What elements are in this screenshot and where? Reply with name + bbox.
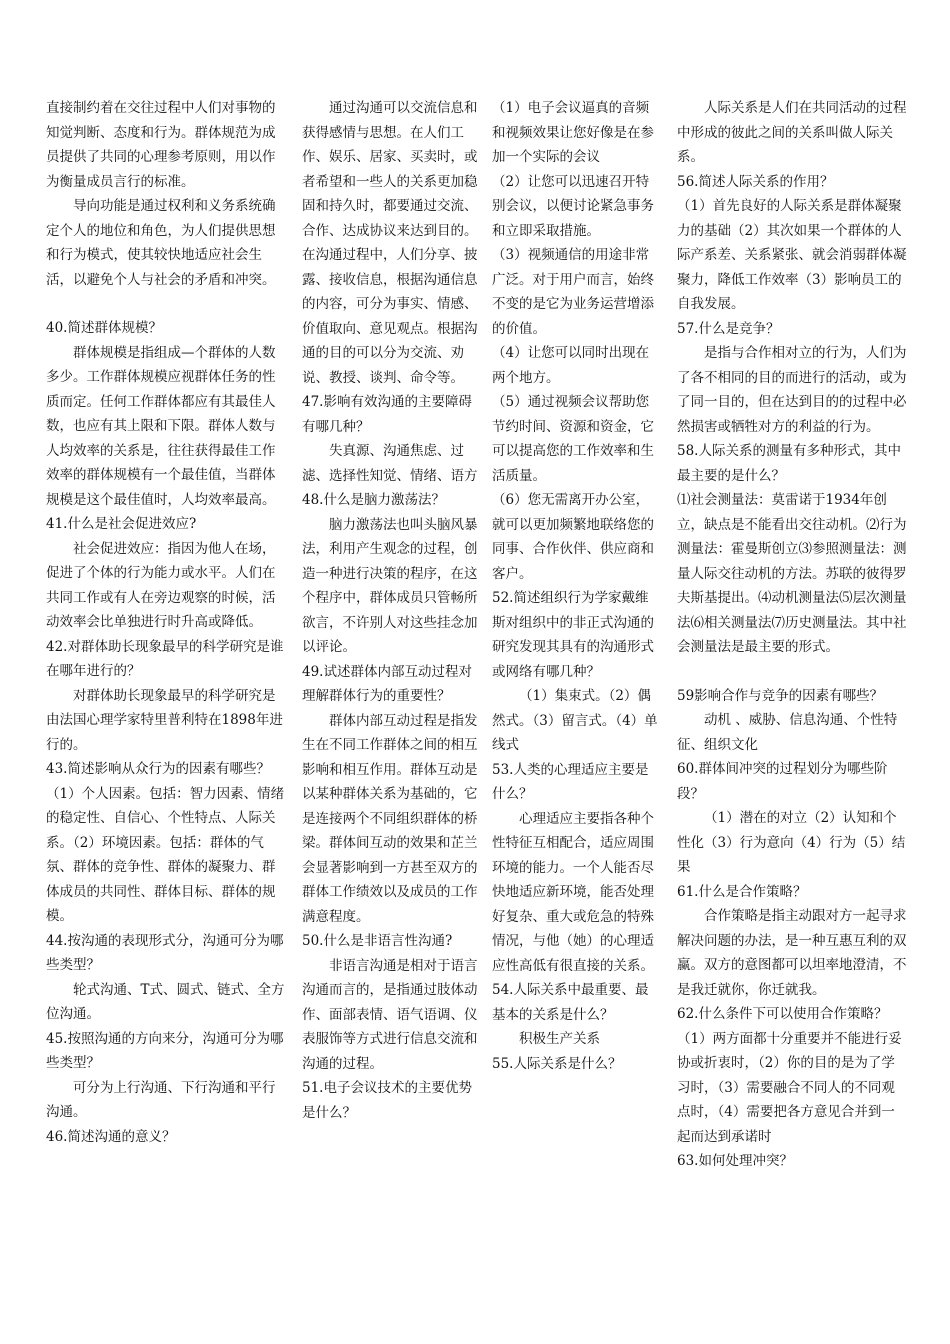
paragraph: 61.什么是合作策略？ <box>677 883 807 900</box>
paragraph: 60.群体间冲突的过程划分为哪些阶段？ <box>677 761 888 802</box>
text-column-3 <box>492 96 660 1076</box>
paragraph: 47.影响有效沟通的主要障碍有哪几种？ <box>302 394 472 435</box>
paragraph: 42.对群体助长现象最早的科学研究是谁在哪年进行的？ <box>46 638 284 679</box>
paragraph: 轮式沟通、T式、圆式、链式、全方位沟通。 <box>46 981 285 1022</box>
paragraph: 51.电子会议技术的主要优势是什么？ <box>302 1080 472 1121</box>
paragraph: 导向功能是通过权利和义务系统确定个人的地位和角色，为人们提供思想和行为模式，使其较快地适应社会生活，以避免个人与社会的矛盾和冲突。 <box>46 198 276 288</box>
paragraph: 脑力激荡法也叫头脑风暴法，利用产生观念的过程，创造一种进行决策的程序，在这个程序中，群体成员只管畅所欲言，不许别人对这些挂念加以评论。 <box>302 516 478 655</box>
paragraph: 45.按照沟通的方向来分，沟通可分为哪些类型？ <box>46 1030 284 1071</box>
paragraph: 44.按沟通的表现形式分，沟通可分为哪些类型？ <box>46 932 284 973</box>
paragraph: （1）集束式。（2）偶然式。（3）留言式。（4）单线式 <box>492 688 658 753</box>
paragraph: 对群体助长现象最早的科学研究是由法国心理学家特里普利特在1898年进行的。 <box>46 687 283 753</box>
paragraph: 59影响合作与竞争的因素有哪些？ <box>677 687 884 704</box>
paragraph: 63.如何处理冲突？ <box>677 1153 793 1169</box>
paragraph: 通过沟通可以交流信息和获得感情与思想。在人们工作、娱乐、居家、买卖时，或者希望和一些人的关系更加稳固和持久时，都要通过交流、合作、达成协议来达到目的。在沟通过程中，人们分享、披露、接收信息，根据沟通信息的内容，可分为事实、情感、价值取向、意见观点。根据沟通的目的可以分为交流、劝说、教授、谈判、命令等。 <box>302 100 478 386</box>
paragraph: （1）个人因素。包括：智力因素、情绪的稳定性、自信心、个性特点、人际关系。（2）环境因素。包括：群体的气氛、群体的竞争性、群体的凝聚力、群体成员的共同性、群体目标、群体的规模。 <box>46 785 285 924</box>
paragraph: （1）两方面都十分重要并不能进行妥协或折衷时，（2）你的目的是为了学习时，（3）需要融合不同人的不同观点时，（4）需要把各方意见合并到一起而达到承诺时 <box>677 1030 902 1145</box>
paragraph: 56.简述人际关系的作用？ <box>677 173 834 190</box>
text-column-1 <box>46 96 288 1149</box>
paragraph: 40.简述群体规模？ <box>46 320 162 336</box>
paragraph: 57.什么是竞争？ <box>677 320 780 337</box>
paragraph: 群体内部互动过程是指发生在不同工作群体之间的相互影响和相互作用。群体互动是以某种群体关系为基础的，它是连接两个不同组织群体的桥梁。群体间互动的效果和芷兰会显著影响到一方甚至双方的群体工作绩效以及成员的工作满意程度。 <box>302 712 478 925</box>
paragraph: 直接制约着在交往过程中人们对事物的知觉判断、态度和行为。群体规范为成员提供了共同的心理参考原则，用以作为衡量成员言行的标准。 <box>46 100 276 190</box>
paragraph: 62.什么条件下可以使用合作策略？ <box>677 1006 888 1022</box>
paragraph: 50.什么是非语言性沟通? <box>302 933 453 949</box>
paragraph: 积极生产关系 <box>519 1031 600 1047</box>
paragraph: （6）您无需离开办公室，就可以更加频繁地联络您的同事、合作伙伴、供应商和客户。 <box>492 492 654 582</box>
paragraph: 43.简述影响从众行为的因素有哪些？ <box>46 761 270 777</box>
paragraph: 58.人际关系的测量有多种形式，其中最主要的是什么？ <box>677 443 901 484</box>
paragraph: 失真源、沟通焦虑、过滤、选择性知觉、情绪、语方 <box>302 443 478 484</box>
paragraph: （3）视频通信的用途非常广泛。对于用户而言，始终不变的是它为业务运营增添的价值。 <box>492 247 654 337</box>
paragraph: 41.什么是社会促进效应? <box>46 516 197 532</box>
paragraph: 人际关系是人们在共同活动的过程中形成的彼此之间的关系叫做人际关系。 <box>677 100 907 165</box>
text-column-2 <box>302 96 478 1125</box>
paragraph: （5）通过视频会议帮助您节约时间、资源和资金，它可以提高您的工作效率和生活质量。 <box>492 394 654 484</box>
paragraph: 动机 、威胁、信息沟通、个性特征、组织文化 <box>677 712 898 753</box>
paragraph: （2）让您可以迅速召开特别会议，以便讨论紧急事务和立即采取措施。 <box>492 173 654 239</box>
paragraph: 可分为上行沟通、下行沟通和平行沟通。 <box>46 1079 276 1120</box>
paragraph: ⑴社会测量法：莫雷诺于1934年创立，缺点是不能看出交往动机。⑵行为测量法：霍曼斯创立⑶参照测量法：测量人际交往动机的方法。苏联的彼得罗夫斯基提出。⑷动机测量法⑸层次测量法⑹相关测量法⑺历史测量法。其中社会测量法是最主要的形式。 <box>677 492 907 655</box>
text-column-4 <box>677 96 908 1174</box>
paragraph: 是指与合作相对立的行为，人们为了各不相同的目的而进行的活动，或为了同一目的，但在达到目的的过程中必然损害或牺牲对方的利益的行为。 <box>677 345 907 435</box>
paragraph: （1）潜在的对立（2）认知和个性化（3）行为意向（4）行为（5）结果 <box>677 810 906 875</box>
paragraph: 55.人际关系是什么？ <box>492 1055 622 1072</box>
paragraph: （1）首先良好的人际关系是群体凝聚力的基础（2）其次如果一个群体的人际产系差、关系紧张、就会消弱群体凝聚力，降低工作效率（3）影响员工的自我发展。 <box>677 198 907 312</box>
paragraph: 社会促进效应：指因为他人在场，促进了个体的行为能力或水平。人们在共同工作或有人在旁边观察的时候，活动效率会比单独进行时升高或降低。 <box>46 540 276 630</box>
paragraph: 53.人类的心理适应主要是什么？ <box>492 761 649 802</box>
paragraph: 54.人际关系中最重要、最基本的关系是什么？ <box>492 982 649 1023</box>
paragraph: 52.简述组织行为学家戴维斯对组织中的非正式沟通的研究发现其具有的沟通形式或网络有哪几种？ <box>492 590 654 680</box>
paragraph: （1）电子会议逼真的音频和视频效果让您好像是在参加一个实际的会议 <box>492 100 654 165</box>
paragraph: 46.简述沟通的意义？ <box>46 1128 176 1145</box>
paragraph-spacer <box>46 292 288 316</box>
paragraph: （4）让您可以同时出现在两个地方。 <box>492 345 650 386</box>
paragraph: 49.试述群体内部互动过程对理解群体行为的重要性？ <box>302 663 472 704</box>
paragraph-spacer <box>677 660 908 684</box>
paragraph: 非语言沟通是相对于语言沟通而言的，是指通过肢体动作、面部表情、语气语调、仪表服饰等方式进行信息交流和沟通的过程。 <box>302 957 478 1072</box>
paragraph: 48.什么是脑力激荡法？ <box>302 492 445 508</box>
paragraph: 心理适应主要指各种个性特征互相配合，适应周围环境的能力。一个人能否尽快地适应新环境，能否处理好复杂、重大或危急的特殊情况，与他（她）的心理适应性高低有很直接的关系。 <box>492 810 654 974</box>
paragraph: 合作策略是指主动跟对方一起寻求解决问题的办法，是一种互惠互利的双赢。双方的意图都可以坦率地澄清，不是我迁就你，你迁就我。 <box>677 908 907 998</box>
paragraph: 群体规模是指组成—个群体的人数多少。工作群体规模应视群体任务的性质而定。任何工作群体都应有其最佳人数，也应有其上限和下限。群体人数与人均效率的关系是，往往获得最佳工作效率的群体规模有一个最佳值，当群体规模是这个最佳值时，人均效率最高。 <box>46 344 276 508</box>
